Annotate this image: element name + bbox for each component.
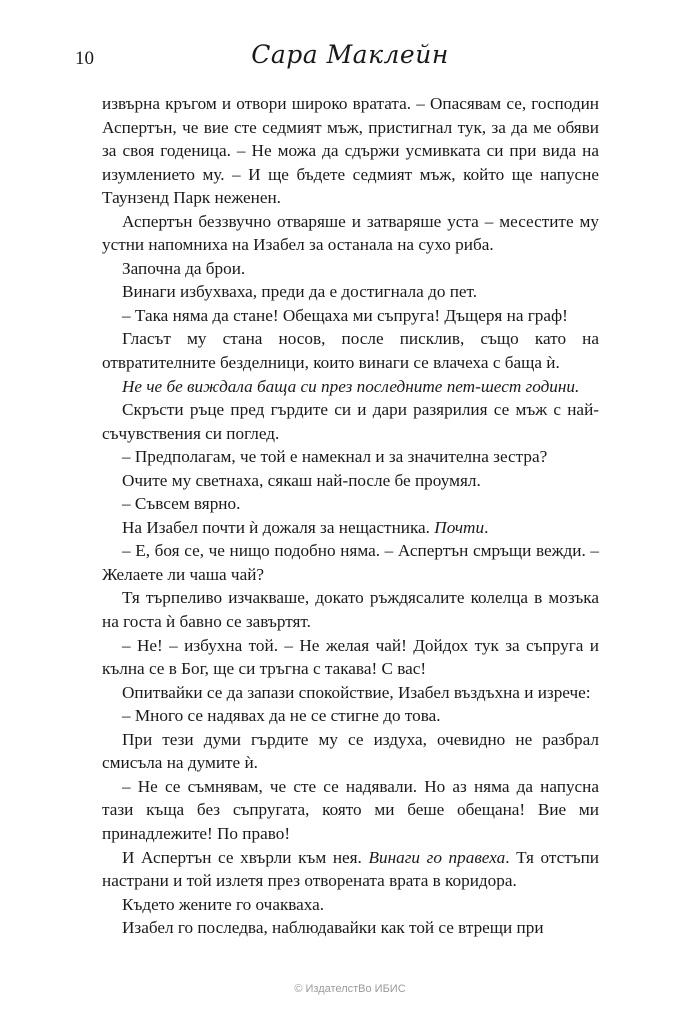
text-run: Където жените го очакваха. <box>122 894 325 914</box>
text-run: – Не се съмнявам, че сте се надявали. Но аз няма да напусна тази къща без съпругата, която ми беше обещана! Вие ми принадлежите! По право! <box>102 776 599 843</box>
running-head-author: Сара Маклейн <box>251 40 449 69</box>
text-run: . <box>484 517 489 537</box>
paragraph <box>102 728 599 775</box>
text-run: – Съвсем вярно. <box>122 494 241 514</box>
paragraph <box>102 445 599 469</box>
paragraph <box>102 304 599 328</box>
paragraph <box>102 257 599 281</box>
paragraph <box>102 704 599 728</box>
text-run: Започна да брои. <box>122 258 246 278</box>
page-number: 10 <box>75 48 94 69</box>
text-run: Гласът му стана носов, после писклив, също като на отвратителните безделници, които винаги се влачеха с баща ѝ. <box>102 329 599 373</box>
paragraph <box>102 210 599 257</box>
italic-text: Не че бе виждала баща си през последните пет-шест години. <box>122 376 580 396</box>
publisher-footer: © ИздателстВо ИБИС <box>294 983 406 995</box>
text-run: Скръсти ръце пред гърдите си и дари разярилия се мъж с най-съчувствения си поглед. <box>102 400 599 443</box>
text-run: Изабел го последва, наблюдавайки как той се втрещи при <box>122 918 544 938</box>
paragraph <box>102 681 599 705</box>
text-run: Винаги избухваха, преди да е достигнала до пет. <box>122 282 478 302</box>
paragraph <box>102 327 599 374</box>
text-run: – Така няма да стане! Обещаха ми съпруга! Дъщеря на граф! <box>122 305 568 325</box>
text-run: – Предполагам, че той е намекнал и за значителна зестра? <box>122 447 548 467</box>
paragraph <box>102 846 599 893</box>
text-run: И Аспертън се хвърли към нея. <box>122 847 369 867</box>
text-run: – Много се надявах да не се стигне до това. <box>122 706 441 726</box>
paragraph <box>102 516 599 540</box>
paragraph <box>102 280 599 304</box>
italic-text: Почти <box>434 517 485 537</box>
paragraph <box>102 634 599 681</box>
paragraph <box>102 586 599 633</box>
text-run: При тези думи гърдите му се издуха, очевидно не разбрал смисъла на думите ѝ. <box>102 729 599 773</box>
paragraph <box>102 539 599 586</box>
text-run: Тя търпеливо изчакваше, докато ръждясалите колелца в мозъка на госта ѝ бавно се завъртят. <box>102 588 599 632</box>
text-run: Опитвайки се да запази спокойствие, Изабел въздъхна и изрече: <box>122 682 591 702</box>
text-run: На Изабел почти ѝ дожаля за нещастника. <box>122 517 435 537</box>
paragraph <box>102 893 599 917</box>
paragraph <box>102 398 599 445</box>
body-text <box>102 92 599 940</box>
paragraph <box>102 92 599 210</box>
text-run: извърна кръгом и отвори широко вратата. – Опасявам се, господин Аспертън, че вие сте седмият мъж, пристигнал тук, за да ме обяви за своя годеница. – Не можа да сдържи усмивката си при вида на изумлението му. – И ще бъдете седмият мъж, който ще напусне Таунзенд Парк неженен. <box>102 94 599 208</box>
paragraph <box>102 469 599 493</box>
italic-text: Винаги го правеха <box>368 847 506 867</box>
paragraph <box>102 492 599 516</box>
text-run: . Тя отстъпи настрани и той излетя през отворената врата в коридора. <box>102 847 599 891</box>
paragraph <box>102 775 599 846</box>
text-run: – Е, боя се, че нищо подобно няма. – Аспертън смръщи вежди. – Желаете ли чаша чай? <box>102 541 599 584</box>
text-run: – Не! – избухна той. – Не желая чай! Дойдох тук за съпруга и кълна се в Бог, ще си тръгна с такава! С вас! <box>102 635 599 679</box>
paragraph <box>102 375 599 399</box>
paragraph <box>102 916 599 940</box>
text-run: Очите му светнаха, сякаш най-после бе проумял. <box>122 470 481 490</box>
text-run: Аспертън беззвучно отваряше и затваряше уста – месестите му устни напомниха на Изабел за останала на сухо риба. <box>102 211 599 255</box>
